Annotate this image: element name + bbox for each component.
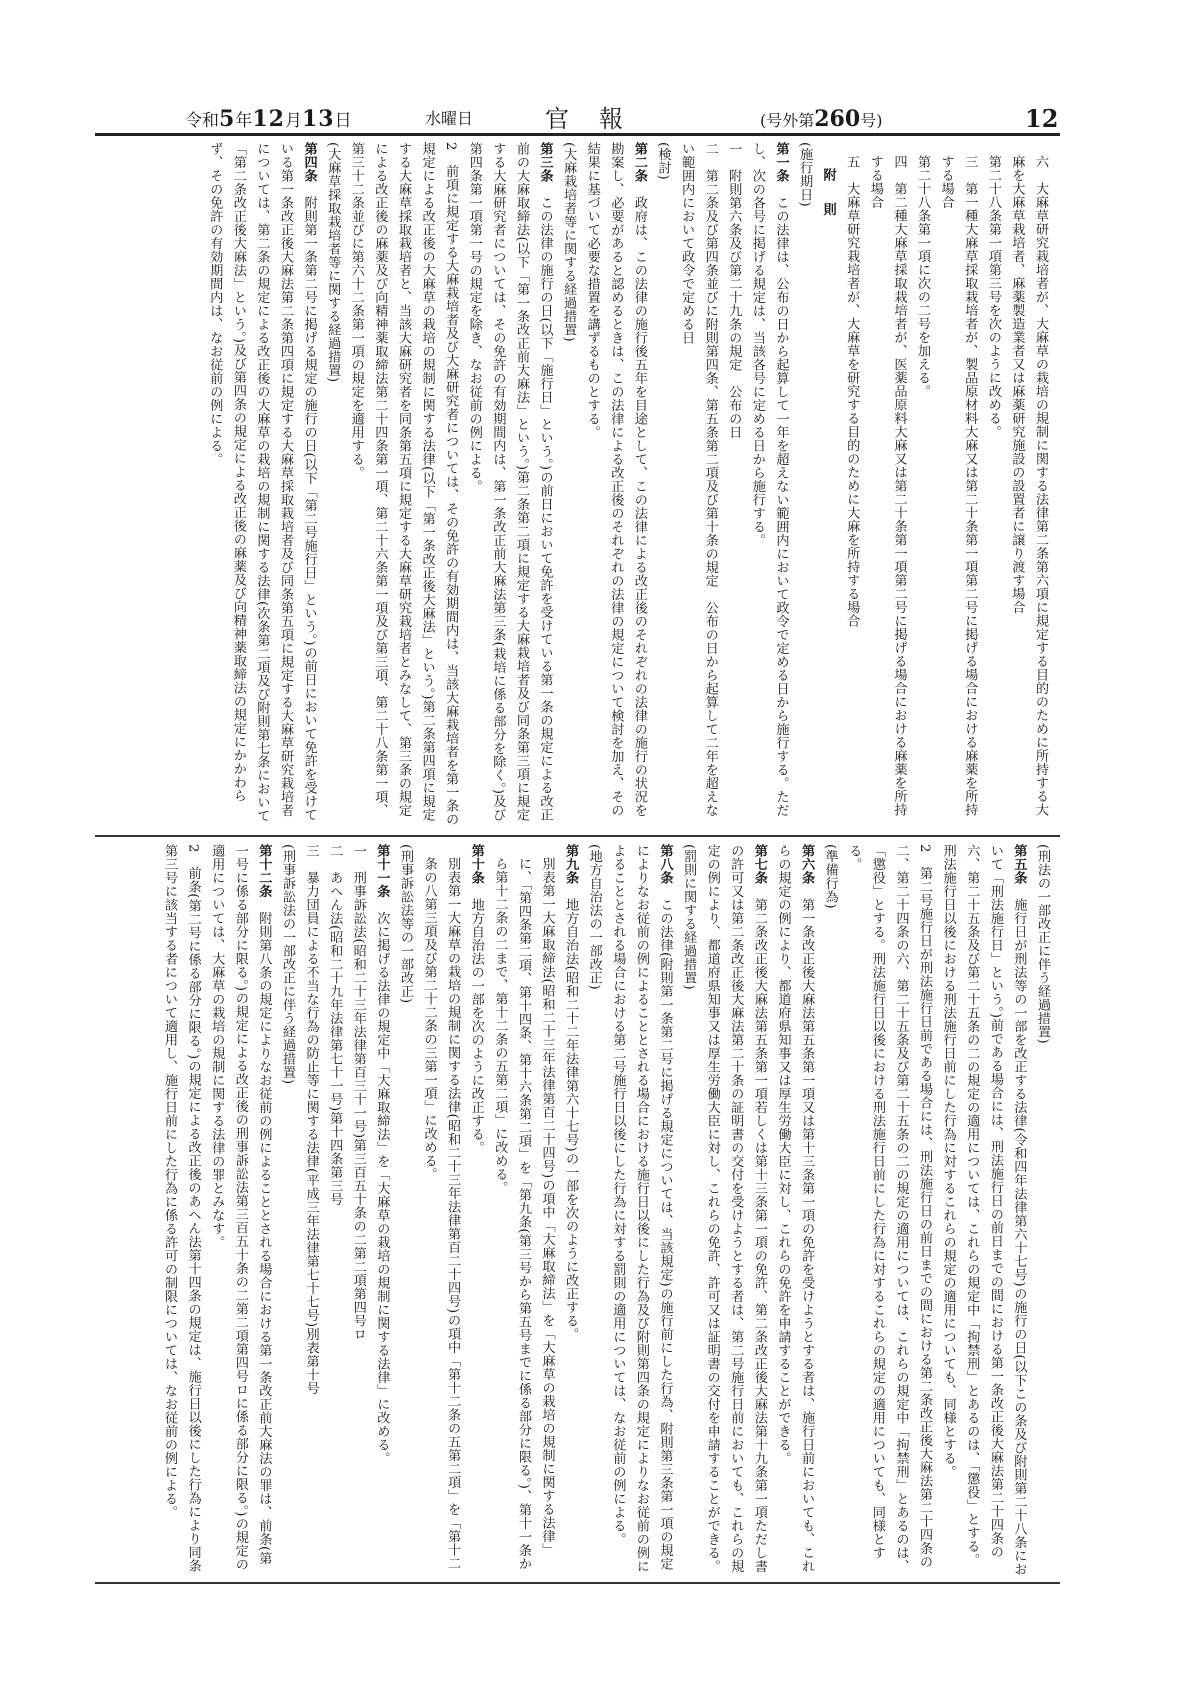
article-body: 第一条改正後大麻法第五条第一項又は第十三条第一項の免許を受けようとする者は、施行日前においても、これらの規定の例により、都道府県知事又は厚生労働大臣に対し、これらの免許を申請することができる。 xyxy=(775,844,815,1573)
gazette-title: 官報 xyxy=(545,105,653,133)
page-header xyxy=(95,104,1060,134)
caption-heading: (大麻草採取栽培者等に関する経過措置) xyxy=(325,142,341,383)
item-text: 二 第二条及び第四条並びに附則第四条、第五条第二項及び第十条の規定 公布の日から起算して二年を超えない範囲内において政令で定める日 xyxy=(679,142,718,817)
date-day: 13 xyxy=(301,106,335,132)
date-month: 12 xyxy=(252,106,285,132)
caption-heading: (刑法の一部改正に伴う経過措置) xyxy=(1035,844,1050,1044)
item-text: 三 第一種大麻草採取栽培者が、製品原材料大麻又は第二十条第一項第二号に掲げる場合における麻薬を所持する場合 xyxy=(938,155,978,817)
article-number: 第八条 xyxy=(657,844,673,885)
article-text xyxy=(936,844,1030,1576)
paragraph-text: 2 前項に規定する大麻栽培者及び大麻研究者については、その免許の有効期間内は、当該大麻栽培者を第一条の規定による改正後の大麻草の栽培の規制に関する法律(以下「第一条改正後大麻法」という。)第二条第四項に規定する大麻草採取栽培者と、当該大麻研究者を同条第五項に規定する大麻草研究栽培者とみなして、第三条の規定による改正後の麻薬及び向精神薬取締法第二十四条第一項、第二十六条第一項及び第三項、第二十八条第一項、第三十二条並びに第六十二条第一項の規定を適用する。 xyxy=(348,142,459,826)
article-body: 附則第八条の規定によりなお従前の例によることとされる場合における第一条改正前大麻法の罪は、前条(第一号に係る部分に限る。)の規定による改正後の刑事訴訟法第三百五十条の二第二項第四号ロに係る部分に限る。)の規定の適用については、大麻草の栽培の規制に関する法律の罪とみなす。 xyxy=(209,844,272,1571)
issue-number-value: 260 xyxy=(814,106,861,132)
caption-heading: (施行期日) xyxy=(797,142,813,207)
article-body: 地方自治法(昭和二十二年法律第六十七号)の一部を次のように改正する。 xyxy=(563,884,579,1341)
item-text: 四 第二種大麻草採取栽培者が、医薬品原料大麻又は第二十条第一項第二号に掲げる場合における麻薬を所持する場合 xyxy=(867,155,907,817)
article-number: 第十条 xyxy=(468,844,484,885)
article-body: この法律は、公布の日から起算して一年を超えない範囲内において政令で定める日から施行する。ただし、次の各号に掲げる規定は、当該各号に定める日から施行する。 xyxy=(749,142,789,817)
date-era: 令和 xyxy=(185,111,219,131)
article-text xyxy=(606,844,677,1576)
lower-text-block xyxy=(96,844,1054,1576)
page-number: 12 xyxy=(1025,104,1059,133)
caption-heading: (検討) xyxy=(655,142,671,180)
weekday: 水曜日 xyxy=(425,109,474,128)
article-text xyxy=(464,844,488,1576)
article-body: 附則第一条第二号に掲げる規定の施行の日(以下「第二号施行日」という。)の前日において免許を受けている第一条改正後大麻法第二条第四項に規定する大麻草採取栽培者及び同条第五項に規定する大麻草研究栽培者については、第二条の規定による改正後の大麻草の栽培の規制に関する法律(次条第二項及び附則第七条において「第二条改正後大麻法」という。)及び第四条の規定による改正後の麻薬及び向精神薬取締法の規定にかかわらず、その免許の有効期間内は、なお従前の例による。 xyxy=(207,142,317,823)
article-text xyxy=(559,844,583,1576)
paragraph-text: 別表第一大麻取締法(昭和二十三年法律第百二十四号)の項中「大麻取締法」を「大麻草の栽培の規制に関する法律」に、「第四条第二項、第十四条、第十六条第二項」を「第九条(第三号から第五号までに係る部分に限る。)、第十一条から第十二条の二まで、第十二条の五第二項」に改める。 xyxy=(492,857,555,1571)
article-text xyxy=(462,142,556,827)
upper-text-block xyxy=(100,142,1052,827)
date-year-unit: 年 xyxy=(235,111,253,131)
article-number: 第二条 xyxy=(631,142,647,183)
article-text xyxy=(205,844,276,1576)
article-number: 第六条 xyxy=(799,844,815,885)
paragraph-text: 第二十八条第一項第三号を次のように改める。 xyxy=(985,155,1001,439)
footer-rule xyxy=(95,1582,1060,1584)
article-body: 政府は、この法律の施行後五年を目途として、この法律による改正後のそれぞれの法律の施行の状況を勘案し、必要があると認めるときは、この法律による改正後のそれぞれの法律の規定について検討を加え、その結果に基づいて必要な措置を講ずるものとする。 xyxy=(584,142,647,817)
article-number: 第十二条 xyxy=(256,844,272,898)
caption-heading: (大麻栽培者等に関する経過措置) xyxy=(561,142,577,342)
article-body: 第二条改正後大麻法第五条第一項若しくは第十三条第一項の免許、第二条改正後大麻法第十九条第一項ただし書の許可又は第二条改正後大麻法第二十条の証明書の交付を受けようとする者は、第二号施行日前においても、これらの規定の例により、都道府県知事又は厚生労働大臣に対し、これらの免許、許可又は証明書の交付を申請することができる。 xyxy=(704,844,767,1573)
section-divider xyxy=(95,835,1060,837)
date-day-unit: 日 xyxy=(334,111,352,131)
caption-heading: (地方自治法の一部改正) xyxy=(586,844,602,990)
article-body: 地方自治法の一部を次のように改正する。 xyxy=(468,884,484,1155)
date-month-unit: 月 xyxy=(284,111,302,131)
issue-prefix: (号外第 xyxy=(760,111,815,130)
article-number: 第四条 xyxy=(301,142,317,183)
paragraph-text: 2 前条(第二号に係る部分に限る。)の規定による改正後のあへん法第十四条の規定は、施行日以後にした行為により同条第三号に該当する者について適用し、施行日前にした行為に係る許可の制限については、なお従前の例による。 xyxy=(162,844,201,1573)
issue-number xyxy=(760,104,882,136)
article-number: 第三条 xyxy=(537,142,553,183)
article-body: 施行日が刑法等の一部を改正する法律(令和四年法律第六十七号)の施行の日(以下この条及び附則第二十八条において「刑法施行日」という。)前である場合には、刑法施行日の前日までの間における第一条改正後大麻法第二十四条の六、第二十五条及び第二十五条の二の規定の適用については、これらの規定中「拘禁刑」とあるのは、「懲役」とする。刑法施行日以後における刑法施行日前にした行為に対するこれらの規定の適用についても、同様とする。 xyxy=(940,844,1027,1576)
article-text xyxy=(771,844,818,1576)
date-year: 5 xyxy=(219,106,236,132)
issue-date xyxy=(185,104,352,136)
item-text: 一 附則第六条及び第二十九条の規定 公布の日 xyxy=(726,142,742,439)
article-text xyxy=(370,844,394,1576)
caption-heading: (刑事訴訟法等の一部改正) xyxy=(397,844,413,1004)
article-body: 次に掲げる法律の規定中「大麻取締法」を「大麻草の栽培の規制に関する法律」に改める。 xyxy=(374,898,390,1465)
supplementary-provisions-heading: 附 則 xyxy=(820,168,836,220)
paragraph-text: 別表第一大麻草の栽培の規制に関する法律(昭和二十三年法律第百二十四号)の項中「第十二条の五第二項」を「第十二条の八第三項及び第二十二条の三第一項」に改める。 xyxy=(421,857,461,1571)
caption-heading: (刑事訴訟法の一部改正に伴う経過措置) xyxy=(280,844,295,1085)
article-text xyxy=(203,142,321,827)
article-number: 第七条 xyxy=(751,844,767,885)
article-number: 第五条 xyxy=(1011,844,1027,885)
item-text: 一 刑事訴訟法(昭和二十三年法律第百三十一号)第三百五十条の二第二項第四号ロ xyxy=(350,844,366,1341)
paragraph-text: 第二十八条第一項に次の二号を加える。 xyxy=(915,155,931,399)
article-number: 第一条 xyxy=(773,142,789,183)
paragraph-text: 2 第二号施行日が刑法施行日前である場合には、刑法施行日の前日までの間における第二条改正後大麻法第二十四条の二、第二十四条の六、第二十五条及び第二十五条の二の規定の適用については、これらの規定中「拘禁刑」とあるのは、「懲役」とする。刑法施行日以後における刑法施行日前にした行為に対するこれらの規定の適用についても、同様とする。 xyxy=(846,844,933,1573)
article-number: 第九条 xyxy=(563,844,579,885)
article-body: この法律の施行の日(以下「施行日」という。)の前日において免許を受けている第一条の規定による改正前の大麻取締法(以下「第一条改正前大麻法」という。)第二条第二項に規定する大麻栽培者及び同条第三項に規定する大麻研究者については、その免許の有効期間内は、第一条改正前大麻法第三条(栽培に係る部分を除く。)及び第四条第一項第一号の規定を除き、なお従前の例による。 xyxy=(466,142,553,822)
article-text xyxy=(700,844,771,1576)
item-text: 五 大麻草研究栽培者が、大麻草を研究する目的のために大麻を所持する場合 xyxy=(844,155,860,628)
article-number: 第十一条 xyxy=(374,844,390,898)
article-text xyxy=(580,142,651,827)
caption-heading: (罰則に関する経過措置) xyxy=(681,844,697,990)
caption-heading: (準備行為) xyxy=(822,844,838,909)
article-text xyxy=(745,142,792,827)
issue-suffix: 号) xyxy=(860,111,883,130)
header-rule xyxy=(95,133,1060,136)
item-text: 三 暴力団員による不当な行為の防止等に関する法律(平成三年法律第七十七号)別表第十号 xyxy=(303,844,319,1395)
article-body: この法律(附則第一条第二号に掲げる規定については、当該規定)の施行前にした行為、附則第三条第一項の規定によりなお従前の例によることとされる場合における施行日以後にした行為及び附則第四条の規定によりなお従前の例によることとされる場合における第二号施行日以後にした行為に対する罰則の適用については、なお従前の例による。 xyxy=(610,844,673,1573)
item-text: 六 大麻草研究栽培者が、大麻草の栽培の規制に関する法律第二条第六項に規定する目的のために所持する大麻を大麻草栽培者、麻薬製造業者又は麻薬研究施設の設置者に譲り渡す場合 xyxy=(1009,155,1048,817)
item-text: 二 あへん法(昭和二十九年法律第七十一号)第十四条第三号 xyxy=(327,844,343,1206)
